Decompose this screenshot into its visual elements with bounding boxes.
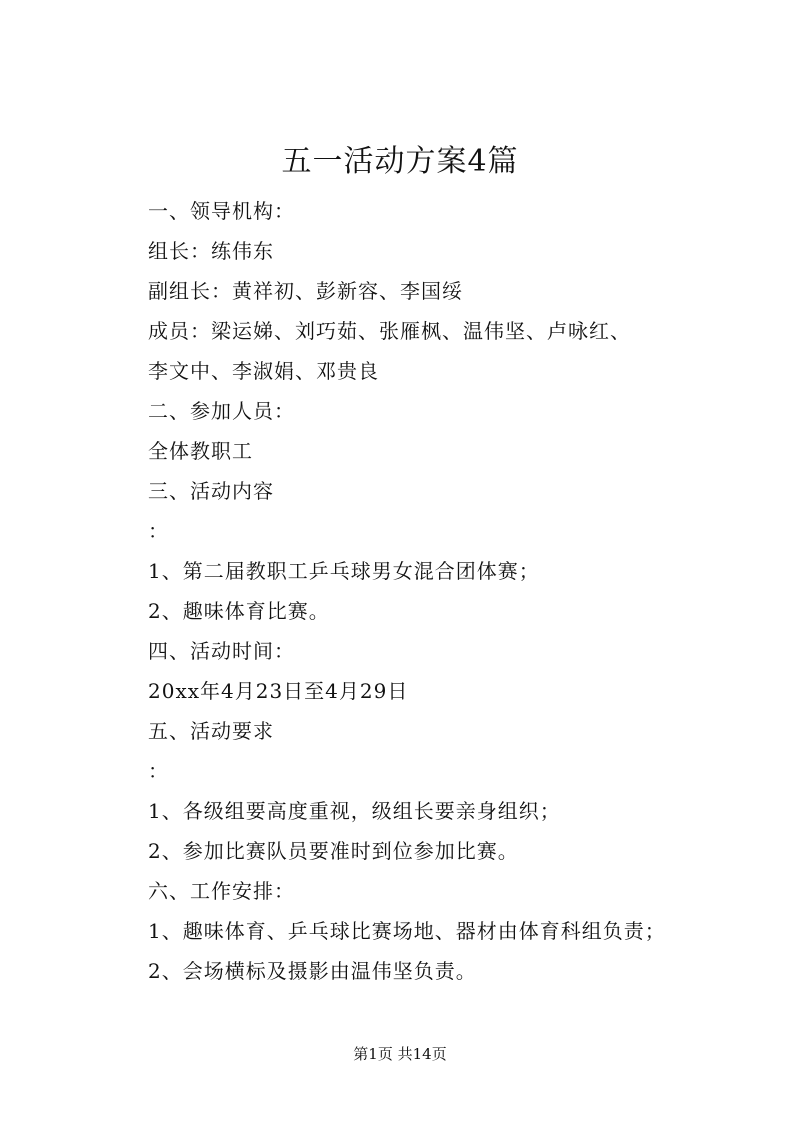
body-line: 组长：练伟东 — [148, 239, 274, 263]
body-line: 1、第二届教职工乒乓球男女混合团体赛； — [148, 559, 540, 583]
body-line: 三、活动内容 — [148, 479, 274, 503]
body-line: 六、工作安排： — [148, 879, 295, 903]
body-line: ： — [148, 759, 169, 783]
body-line: 成员：梁运娣、刘巧茹、张雁枫、温伟坚、卢咏红、 — [148, 319, 631, 343]
body-line: 20xx年4月23日至4月29日 — [148, 679, 409, 703]
body-line: ： — [148, 519, 169, 543]
body-line: 副组长：黄祥初、彭新容、李国绥 — [148, 279, 463, 303]
document-body — [148, 191, 708, 991]
page-number-footer: 第1页 共14页 — [353, 1045, 447, 1063]
body-line: 全体教职工 — [148, 439, 253, 463]
body-line: 五、活动要求 — [148, 719, 274, 743]
body-line: 一、领导机构： — [148, 199, 295, 223]
document-title: 五一活动方案4篇 — [281, 144, 519, 179]
body-line: 四、活动时间： — [148, 639, 295, 663]
body-line: 2、会场横标及摄影由温伟坚负责。 — [148, 959, 477, 983]
body-line: 1、趣味体育、乒乓球比赛场地、器材由体育科组负责； — [148, 919, 666, 943]
body-line: 李文中、李淑娟、邓贵良 — [148, 359, 379, 383]
body-line: 2、参加比赛队员要准时到位参加比赛。 — [148, 839, 519, 863]
body-line: 二、参加人员： — [148, 399, 295, 423]
body-line: 2、趣味体育比赛。 — [148, 599, 330, 623]
body-line: 1、各级组要高度重视，级组长要亲身组织； — [148, 799, 561, 823]
